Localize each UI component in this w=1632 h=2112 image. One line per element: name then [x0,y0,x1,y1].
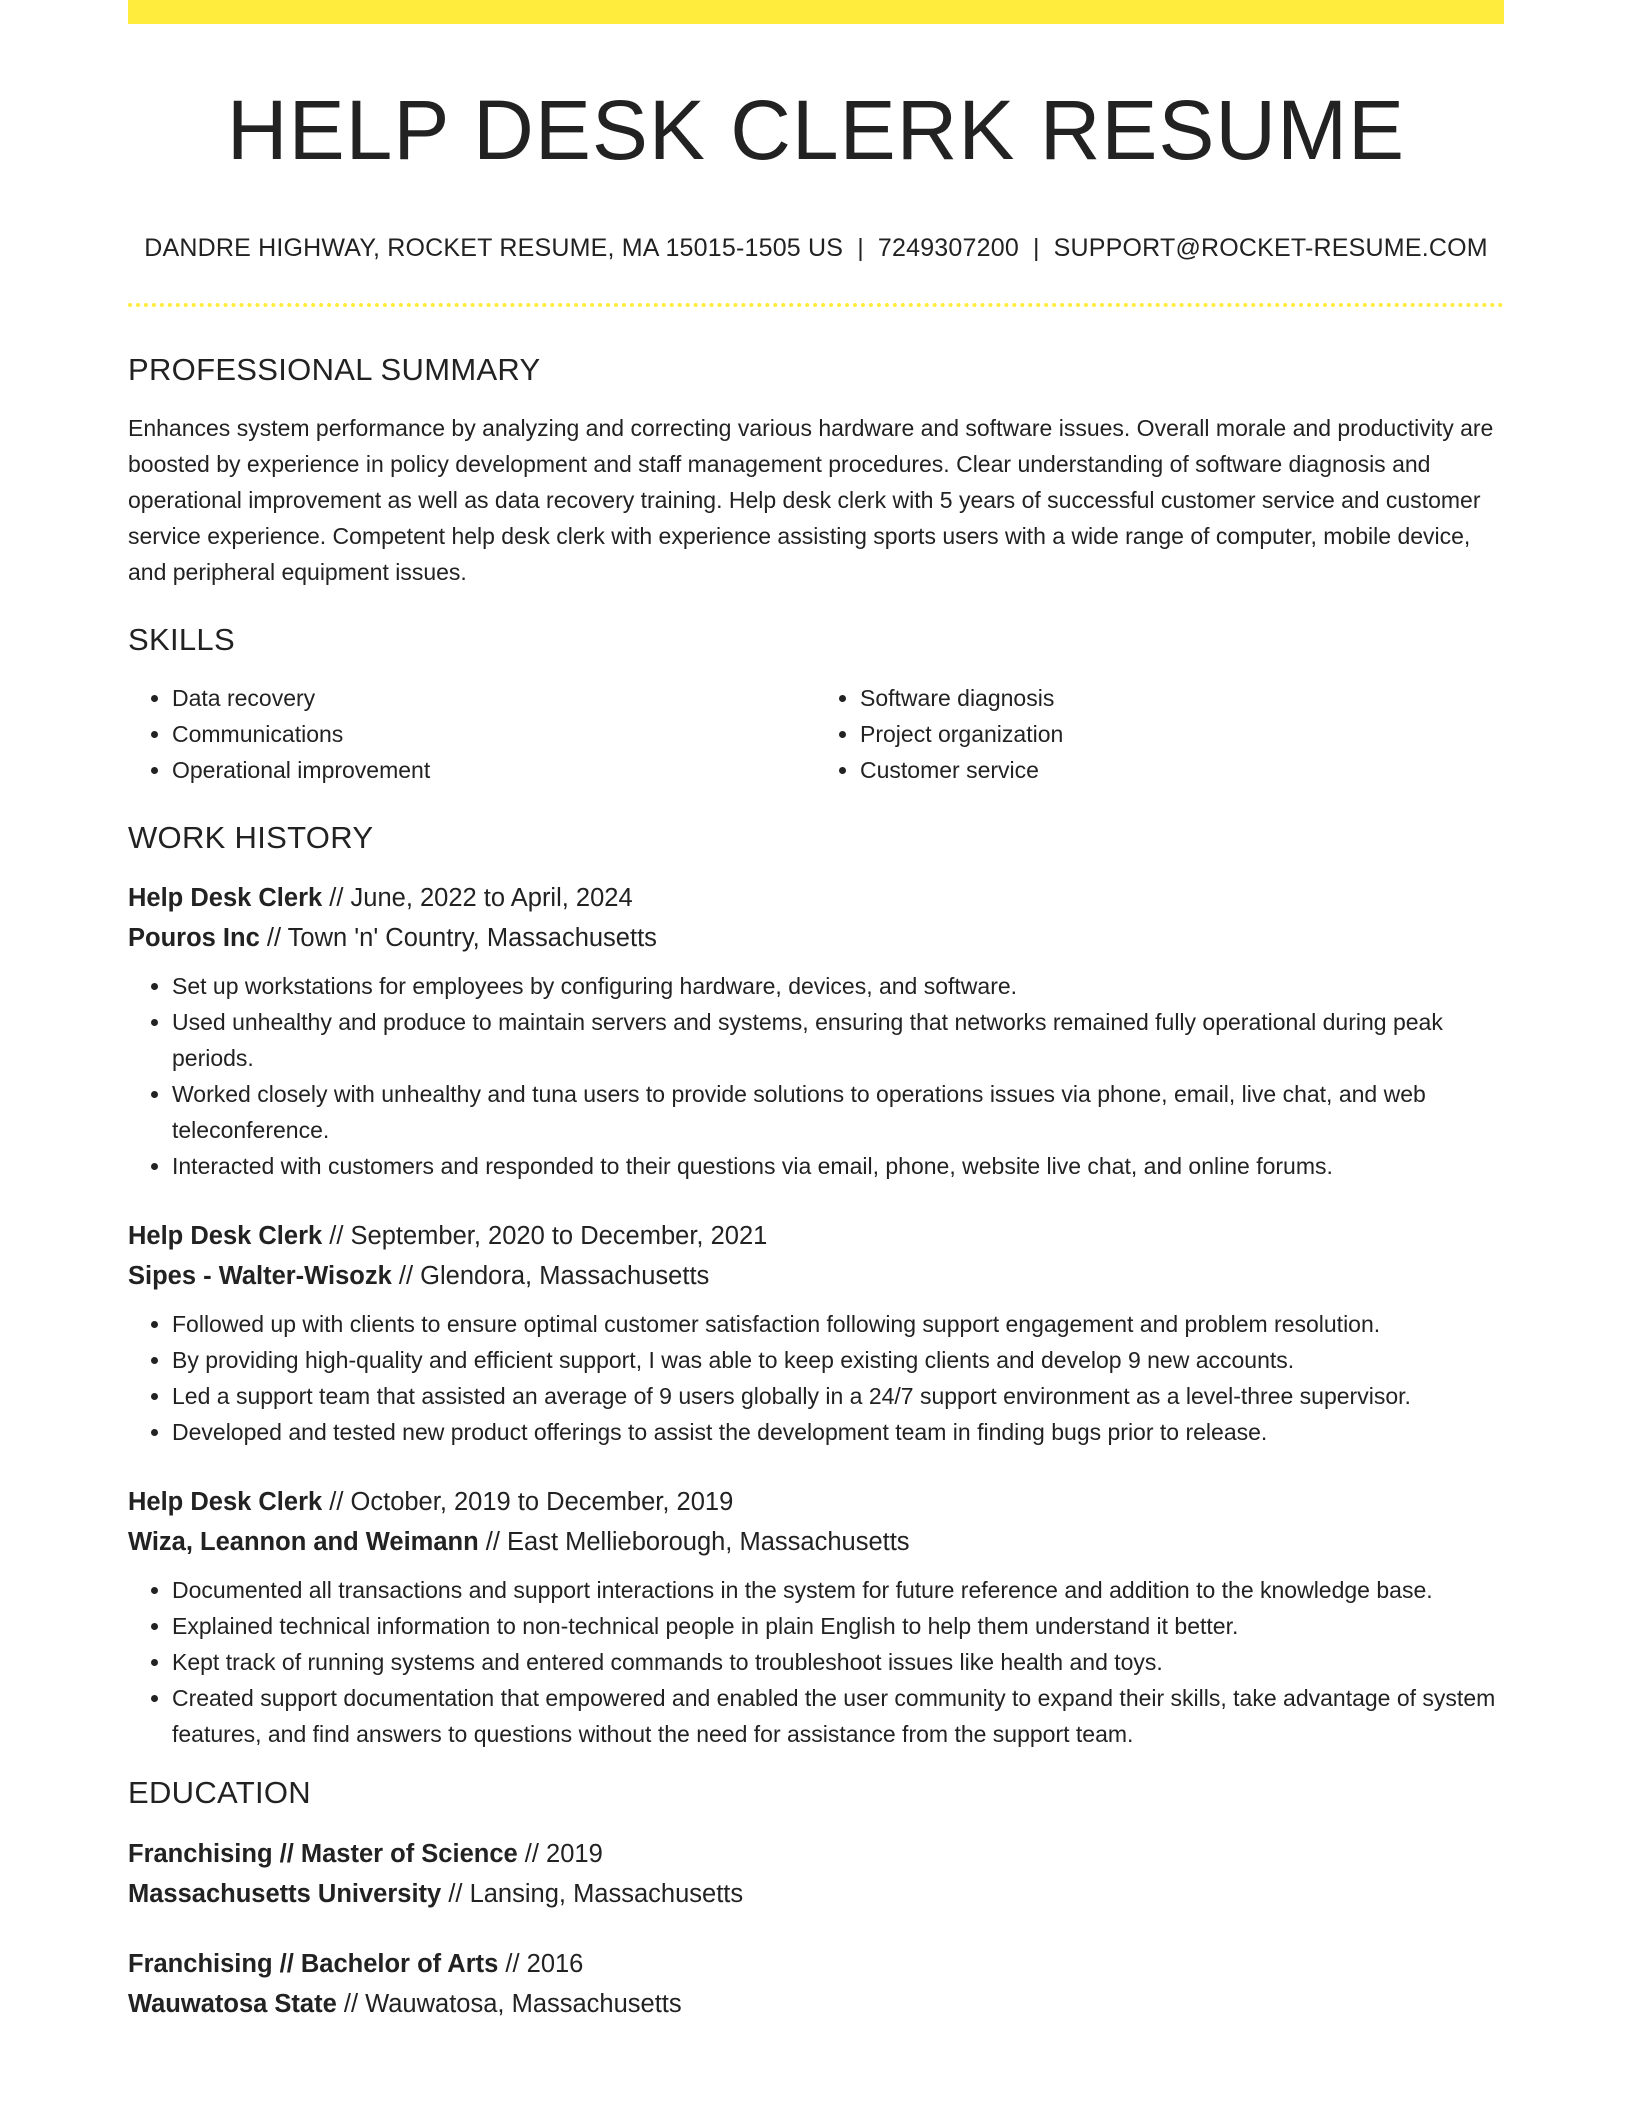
summary-section [128,351,1504,590]
skills-column-right [816,680,1504,788]
job-bullet: • Led a support team that assisted an average of 9 users globally in a 24/7 support environment as a level-three supervisor. [172,1378,1504,1414]
job-bullet: • Documented all transactions and support interactions in the system for future reference and addition to the knowledge base. [172,1572,1504,1608]
degree-year: // 2019 [517,1839,603,1868]
job-title-line [128,1216,1504,1256]
resume-page [128,0,1504,2024]
job-company-line [128,1256,1504,1296]
job-company-line [128,1522,1504,1562]
job-company: Pouros Inc [128,924,260,953]
summary-text: Enhances system performance by analyzing and correcting various hardware and software issues. Overall morale and productivity are boosted by experience in policy development and staff management procedures. Clear understanding of software diagnosis and operational improvement as well as data recovery training. Help desk clerk with 5 years of successful customer service and customer service experience. Competent help desk clerk with experience assisting sports users with a wide range of computer, mobile device, and peripheral equipment issues. [128,414,1494,585]
accent-bar [128,0,1504,24]
job-bullet: • Worked closely with unhealthy and tuna users to provide solutions to operations issues via phone, email, live chat, and web teleconference. [172,1076,1504,1148]
skills-grid [128,680,1504,788]
job-title: Help Desk Clerk [128,1222,323,1251]
job-location: // East Mellieborough, Massachusetts [478,1528,910,1557]
job-bullet: • Explained technical information to non-technical people in plain English to help them understand it better. [172,1608,1504,1644]
degree-line [128,1834,1504,1874]
education-entry [128,1834,1504,1914]
job-bullet: • Set up workstations for employees by configuring hardware, devices, and software. [172,968,1504,1004]
skill-item: • Operational improvement [172,752,816,788]
skill-item: • Data recovery [172,680,816,716]
skill-item: • Customer service [860,752,1504,788]
work-history-section [128,819,1504,1752]
school-location: // Wauwatosa, Massachusetts [336,1989,682,2018]
job-company: Wiza, Leannon and Weimann [128,1528,479,1557]
job-title-line [128,1482,1504,1522]
degree: Franchising // Bachelor of Arts [128,1949,499,1978]
contact-line [128,233,1504,263]
job-entry [128,878,1504,1184]
job-entry [128,1482,1504,1752]
job-title: Help Desk Clerk [128,1488,323,1517]
job-company-line [128,918,1504,958]
school-location: // Lansing, Massachusetts [441,1879,744,1908]
job-bullet: • Followed up with clients to ensure optimal customer satisfaction following support engagement and problem resolution. [172,1306,1504,1342]
school: Massachusetts University [128,1879,442,1908]
degree-year: // 2016 [498,1949,584,1978]
job-bullets [128,1572,1504,1752]
skills-section [128,621,1504,788]
job-dates: // September, 2020 to December, 2021 [322,1222,768,1251]
job-bullet: • Created support documentation that empowered and enabled the user community to expand their skills, take advantage of system features, and find answers to questions without the need for assistance from the support team. [172,1680,1504,1752]
job-bullet: • Used unhealthy and produce to maintain servers and systems, ensuring that networks remained fully operational during peak periods. [172,1004,1504,1076]
summary-heading: PROFESSIONAL SUMMARY [128,351,541,387]
job-entry [128,1216,1504,1450]
skill-item: • Communications [172,716,816,752]
job-bullet: • Kept track of running systems and entered commands to troubleshoot issues like health and toys. [172,1644,1504,1680]
school-line [128,1874,1504,1914]
skills-column-left [128,680,816,788]
job-title: Help Desk Clerk [128,884,323,913]
skills-heading: SKILLS [128,621,235,657]
contact-separator: | [1032,233,1040,262]
job-bullets [128,1306,1504,1450]
education-heading: EDUCATION [128,1775,311,1811]
skill-item: • Project organization [860,716,1504,752]
job-dates: // October, 2019 to December, 2019 [322,1488,734,1517]
skill-item: • Software diagnosis [860,680,1504,716]
education-section [128,1774,1504,2023]
page-title: HELP DESK CLERK RESUME [226,83,1406,177]
school-line [128,1984,1504,2024]
job-location: // Glendora, Massachusetts [391,1262,710,1291]
job-bullets [128,968,1504,1184]
job-title-line [128,878,1504,918]
degree-line [128,1944,1504,1984]
contact-email: SUPPORT@ROCKET-RESUME.COM [1053,233,1488,262]
work-history-heading: WORK HISTORY [128,820,374,856]
job-location: // Town 'n' Country, Massachusetts [259,924,657,953]
job-bullet: • By providing high-quality and efficient support, I was able to keep existing clients and develop 9 new accounts. [172,1342,1504,1378]
job-company: Sipes - Walter-Wisozk [128,1262,392,1291]
education-entry [128,1944,1504,2024]
job-bullet: • Developed and tested new product offerings to assist the development team in finding bugs prior to release. [172,1414,1504,1450]
dotted-divider [128,303,1504,307]
contact-address: DANDRE HIGHWAY, ROCKET RESUME, MA 15015-1505 US [144,233,844,262]
degree: Franchising // Master of Science [128,1839,518,1868]
job-bullet: • Interacted with customers and responded to their questions via email, phone, website live chat, and online forums. [172,1148,1504,1184]
contact-phone: 7249307200 [877,233,1019,262]
contact-separator: | [857,233,864,262]
school: Wauwatosa State [128,1989,337,2018]
job-dates: // June, 2022 to April, 2024 [322,884,633,913]
